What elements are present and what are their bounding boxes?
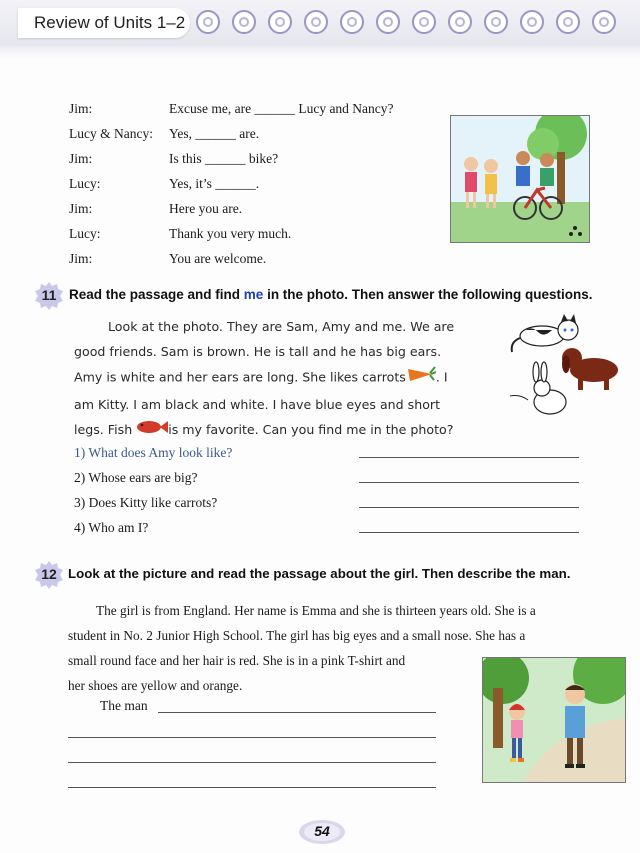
writing-line[interactable] [68,787,436,788]
speaker: Jim: [69,201,93,216]
speech: Is this ______ bike? [169,151,279,166]
question-text: 4) Who am I? [74,520,149,535]
writing-line[interactable] [68,762,436,763]
answer-line[interactable] [359,457,579,458]
passage-line: Look at the photo. They are Sam, Amy and me. We are [108,319,455,334]
ring-icon [412,10,436,34]
speech: Yes, ______ are. [169,126,260,141]
passage-line: The girl is from England. Her name is Emma and she is thirteen years old. She is a [96,603,536,618]
section-number: 12 [41,566,57,582]
animals-illustration [506,312,630,422]
ring-icon [304,10,328,34]
question-text: 1) What does Amy look like? [74,445,233,460]
ring-icon [556,10,580,34]
speaker: Lucy: [69,226,101,241]
question [74,470,614,495]
passage-line: legs. Fish is my favorite. Can you find me in the photo? [74,417,504,443]
speech: Excuse me, are ______ Lucy and Nancy? [169,101,394,116]
ring-icon [196,10,220,34]
ring-icon [592,10,616,34]
answer-line[interactable] [359,532,579,533]
answer-line[interactable] [359,507,579,508]
question-text: 3) Does Kitty like carrots? [74,495,218,510]
dialogue-line [69,101,439,126]
page-number: 54 [314,823,330,839]
question [74,520,614,545]
ring-icon [232,10,256,34]
dialogue-line [69,176,439,201]
dialogue-line [69,226,439,251]
fish-icon [136,418,168,443]
questions-list [74,445,614,545]
ring-icon [520,10,544,34]
unit-review-title: Review of Units 1–2 [34,13,186,32]
ring-icon [484,10,508,34]
children-bike-illustration [450,115,590,243]
writing-prompt: The man [100,698,148,713]
passage-line: good friends. Sam is brown. He is tall and he has big ears. [74,344,442,359]
ring-icon [376,10,400,34]
question [74,495,614,520]
dialogue [69,101,439,276]
question-text: 2) Whose ears are big? [74,470,198,485]
ring-icon [268,10,292,34]
binder-rings [196,10,616,36]
header-shadow-band [0,46,640,58]
speech: Here you are. [169,201,243,216]
passage-line: her shoes are yellow and orange. [68,678,243,693]
section-12-heading: Look at the picture and read the passage about the girl. Then describe the man. [68,566,571,581]
passage-line: Amy is white and her ears are long. She likes carrots . I [74,364,504,392]
carrot-icon [406,364,436,392]
writing-line[interactable] [68,737,436,738]
speaker: Jim: [69,101,93,116]
heading-highlight: me [243,287,264,302]
ring-icon [448,10,472,34]
dialogue-line [69,251,439,276]
girl-and-man-illustration [482,657,626,783]
section-11-badge [35,282,63,310]
speech: Thank you very much. [169,226,292,241]
section-11-heading [69,287,593,302]
heading-part: in the photo. Then answer the following questions. [263,287,593,302]
answer-line[interactable] [359,482,579,483]
passage-line: am Kitty. I am black and white. I have blue eyes and short [74,397,441,412]
dialogue-line [69,151,439,176]
speaker: Lucy & Nancy: [69,126,153,141]
ring-icon [340,10,364,34]
speech: You are welcome. [169,251,267,266]
section-number: 11 [41,287,57,303]
heading-part: Read the passage and find [69,287,244,302]
writing-line[interactable] [158,712,436,713]
dialogue-line [69,201,439,226]
question [74,445,614,470]
speaker: Jim: [69,151,93,166]
passage-line: student in No. 2 Junior High School. The girl has big eyes and a small nose. She has a [68,628,526,643]
speech: Yes, it’s ______. [169,176,260,191]
page-header [0,0,640,46]
speaker: Jim: [69,251,93,266]
speaker: Lucy: [69,176,101,191]
passage-line: small round face and her hair is red. She is in a pink T-shirt and [68,653,406,668]
kitty-passage [74,314,504,443]
dialogue-line [69,126,439,151]
section-12-badge [35,561,63,589]
